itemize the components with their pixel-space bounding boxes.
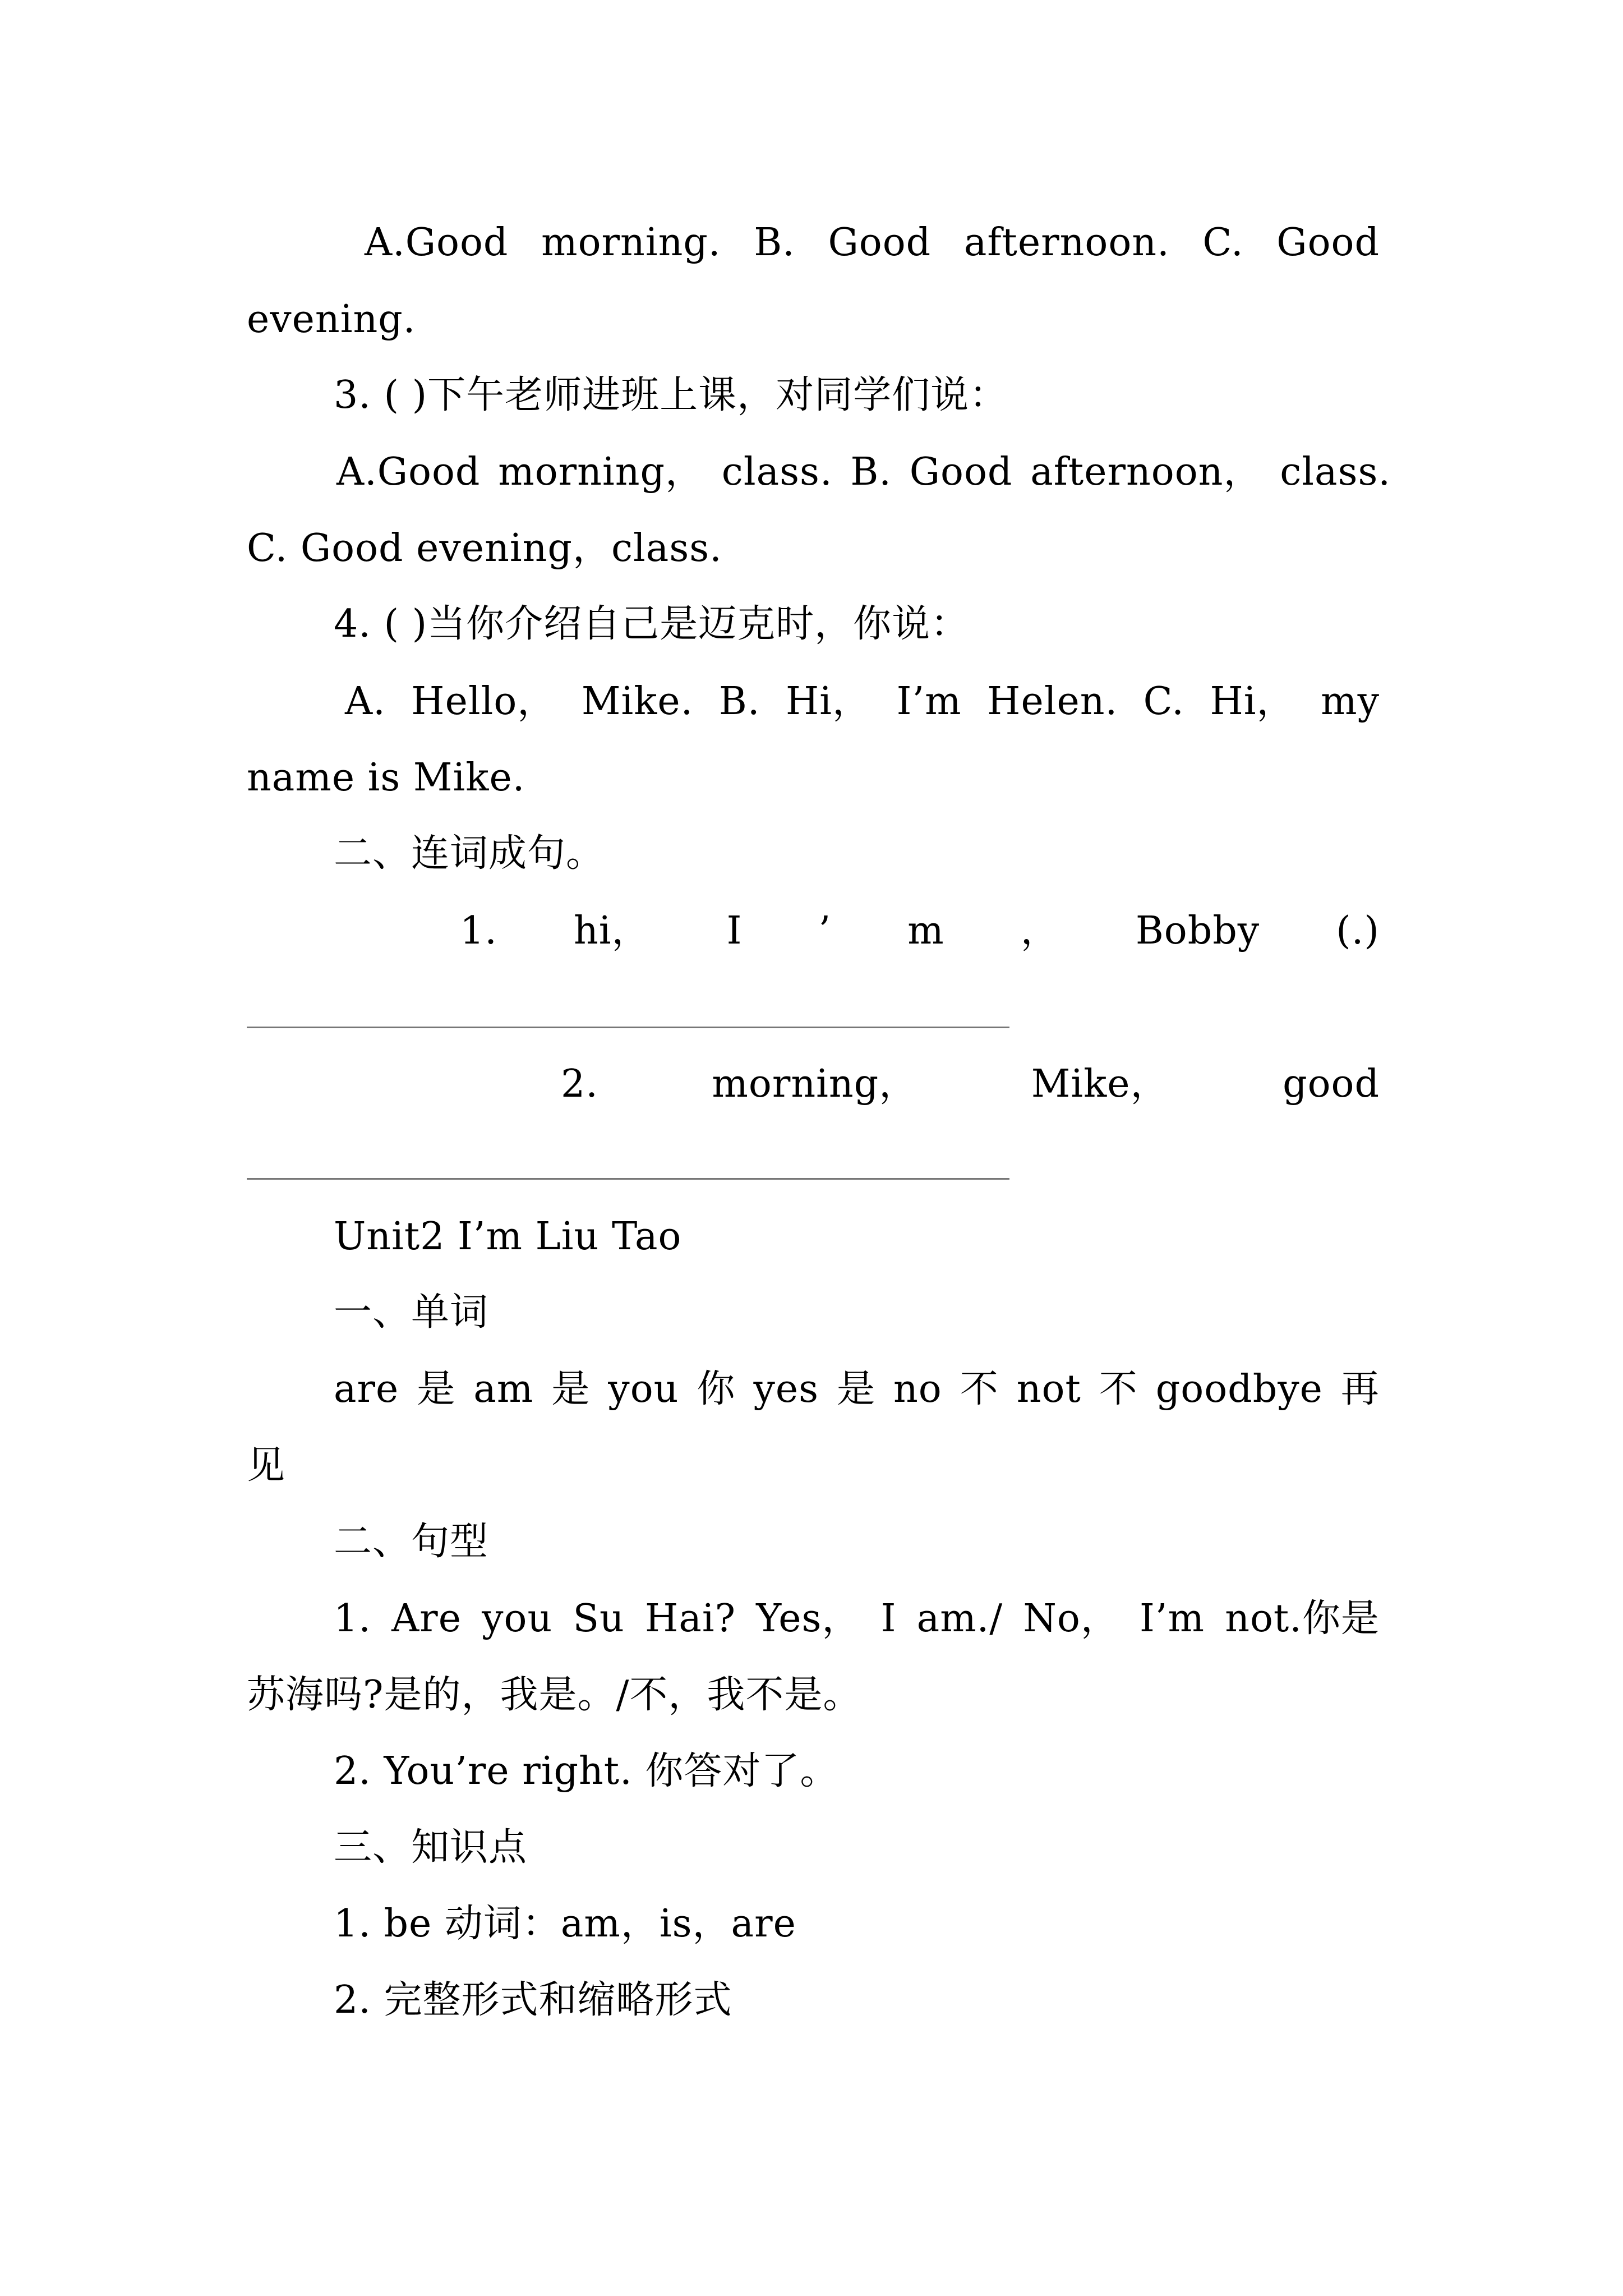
text-token: class. [1280,450,1391,494]
text-token: morning. [541,220,721,265]
section-heading: 二、连词成句。 [334,831,605,876]
text-token: class. [721,450,833,494]
text-token: my [1321,679,1380,724]
section-heading: 三、知识点 [334,1825,528,1870]
text-token: Are [391,1596,462,1641]
text-token: Bobby [1135,909,1260,953]
text-token: 是 [417,1367,456,1411]
text-token: Good [1276,220,1380,265]
section-heading: 二、句型 [334,1520,489,1564]
q3-options-line2: C. Good evening，class. [247,526,722,570]
text-token: m [907,909,944,953]
answer-blank-line [247,1178,1009,1180]
reorder-item-1 [460,906,1380,960]
text-token: Good [909,450,1013,494]
text-token: I [880,1596,897,1641]
answer-blank-line [247,1027,1009,1028]
text-token: afternoon， [1030,450,1262,494]
text-token: 不 [1099,1367,1138,1411]
text-token: Helen. [987,679,1118,724]
text-token: not.你是 [1225,1596,1380,1641]
text-token: Hi， [1210,679,1295,724]
text-token: Hai? [645,1596,736,1641]
text-token: afternoon. [963,220,1170,265]
text-token: Mike， [1031,1062,1169,1106]
q2-options-line1 [365,218,1380,272]
text-token: Good [828,220,932,265]
pattern-1-line2: 苏海吗?是的，我是。/不，我不是。 [247,1673,862,1717]
q3-stem: 3. ( )下午老师进班上课，对同学们说： [334,373,1008,417]
section-heading: 一、单词 [334,1290,489,1335]
text-token: you [482,1596,553,1641]
text-token: Yes， [756,1596,861,1641]
text-token: goodbye [1155,1367,1323,1411]
text-token: morning， [498,450,704,494]
text-token: 再 [1340,1367,1380,1411]
text-token: I’m [1140,1596,1205,1641]
text-token: not [1016,1367,1081,1411]
knowledge-point-1: 1. be 动词：am，is，are [334,1902,796,1946]
text-token: (.) [1336,909,1380,953]
unit-title: Unit2 I’m Liu Tao [334,1214,682,1259]
text-token: 你 [697,1367,736,1411]
vocabulary-line1 [334,1364,1380,1418]
text-token: Su [573,1596,625,1641]
text-token: yes [753,1367,819,1411]
text-token: I [726,909,743,953]
knowledge-point-2: 2. 完整形式和缩略形式 [334,1978,732,2022]
q3-options-line1 [336,447,1391,501]
text-token: 1. [460,909,497,953]
text-token: B. [718,679,760,724]
text-token: you [608,1367,679,1411]
text-token: C. [1202,220,1244,265]
text-token: A. [345,679,386,724]
text-token: A.Good [336,450,481,494]
text-token: 是 [836,1367,875,1411]
pattern-2: 2. You’re right. 你答对了。 [334,1749,839,1793]
q4-stem: 4. ( )当你介绍自己是迈克时，你说： [334,602,970,646]
text-token: B. [754,220,795,265]
q4-options-line2: name is Mike. [247,756,525,800]
vocabulary-line2: 见 [247,1443,286,1488]
text-token: 1. [334,1596,371,1641]
text-token: I’m [896,679,962,724]
q4-options-line1 [345,677,1380,730]
text-token: C. [1143,679,1184,724]
text-token: am./ [916,1596,1003,1641]
reorder-item-2 [561,1059,1380,1113]
text-token: no [893,1367,942,1411]
text-token: 是 [551,1367,591,1411]
text-token: ， [1020,909,1059,953]
text-token: Mike. [581,679,694,724]
q2-options-line2: evening. [247,297,416,342]
text-token: hi， [573,909,651,953]
text-token: ’ [818,909,832,953]
text-token: A.Good [365,220,509,265]
text-token: am [473,1367,534,1411]
text-token: 2. [561,1062,598,1106]
text-token: are [334,1367,399,1411]
text-token: 不 [960,1367,999,1411]
text-token: morning， [712,1062,918,1106]
text-token: B. [850,450,892,494]
text-token: good [1283,1062,1380,1106]
pattern-1-line1 [334,1594,1380,1648]
text-token: No， [1023,1596,1119,1641]
text-token: Hi， [786,679,872,724]
text-token: Hello， [411,679,556,724]
